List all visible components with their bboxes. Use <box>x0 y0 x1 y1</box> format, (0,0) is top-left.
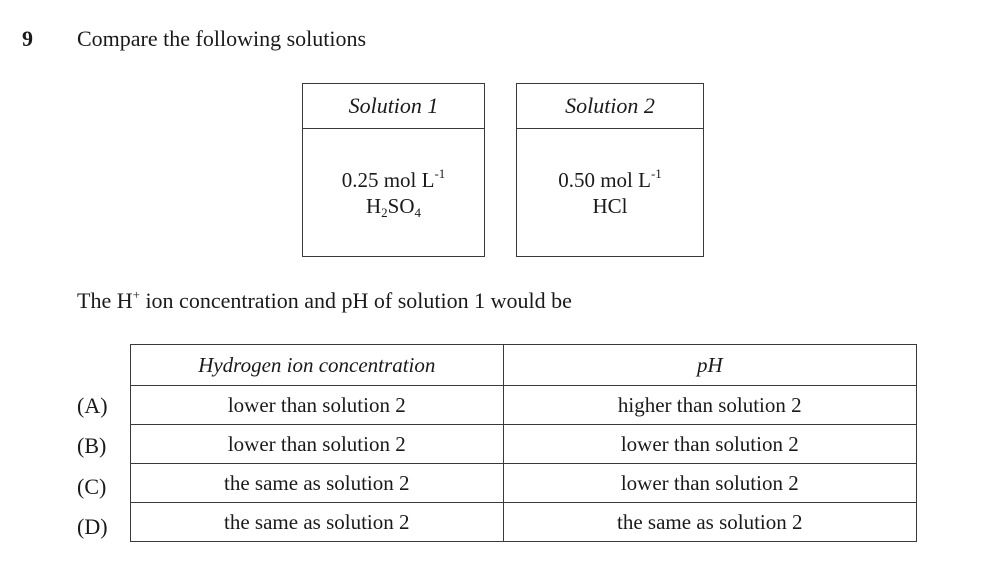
option-a-ph: higher than solution 2 <box>503 386 916 425</box>
option-label-b[interactable]: (B) <box>77 433 107 458</box>
option-b-ph: lower than solution 2 <box>503 425 916 464</box>
option-d-ph: the same as solution 2 <box>503 503 916 542</box>
answer-table <box>130 344 917 542</box>
solution-2-concentration: 0.50 mol $L^{-1}$ <box>558 166 662 192</box>
solution-2-body <box>517 129 703 257</box>
question-stem: The H+ ion concentration and pH of solution 1 would be <box>77 287 572 313</box>
table-row[interactable] <box>131 464 917 503</box>
table-header-row <box>131 345 917 386</box>
option-c-ph: lower than solution 2 <box>503 464 916 503</box>
option-a-h-conc: lower than solution 2 <box>131 386 504 425</box>
option-d-h-conc: the same as solution 2 <box>131 503 504 542</box>
header-hydrogen-ion: Hydrogen ion concentration <box>131 345 504 386</box>
header-ph: pH <box>503 345 916 386</box>
solution-1-body <box>303 129 484 257</box>
option-b-h-conc: lower than solution 2 <box>131 425 504 464</box>
table-row[interactable] <box>131 425 917 464</box>
table-row[interactable] <box>131 386 917 425</box>
table-row[interactable] <box>131 503 917 542</box>
option-label-d[interactable]: (D) <box>77 514 108 539</box>
solution-1-formula: $H_2SO_4$ <box>365 194 422 220</box>
option-label-a[interactable]: (A) <box>77 393 108 418</box>
question-prompt: Compare the following solutions <box>77 26 367 51</box>
solution-1-concentration: 0.25 mol $L^{-1}$ <box>341 166 446 192</box>
question-number: 9 <box>22 26 33 51</box>
solution-2-box <box>516 83 704 257</box>
option-c-h-conc: the same as solution 2 <box>131 464 504 503</box>
solution-2-header: Solution 2 <box>517 84 703 129</box>
option-label-c[interactable]: (C) <box>77 474 107 499</box>
solution-1-header: Solution 1 <box>303 84 484 129</box>
solution-1-box <box>302 83 485 257</box>
solution-2-formula: HCl <box>592 194 628 218</box>
